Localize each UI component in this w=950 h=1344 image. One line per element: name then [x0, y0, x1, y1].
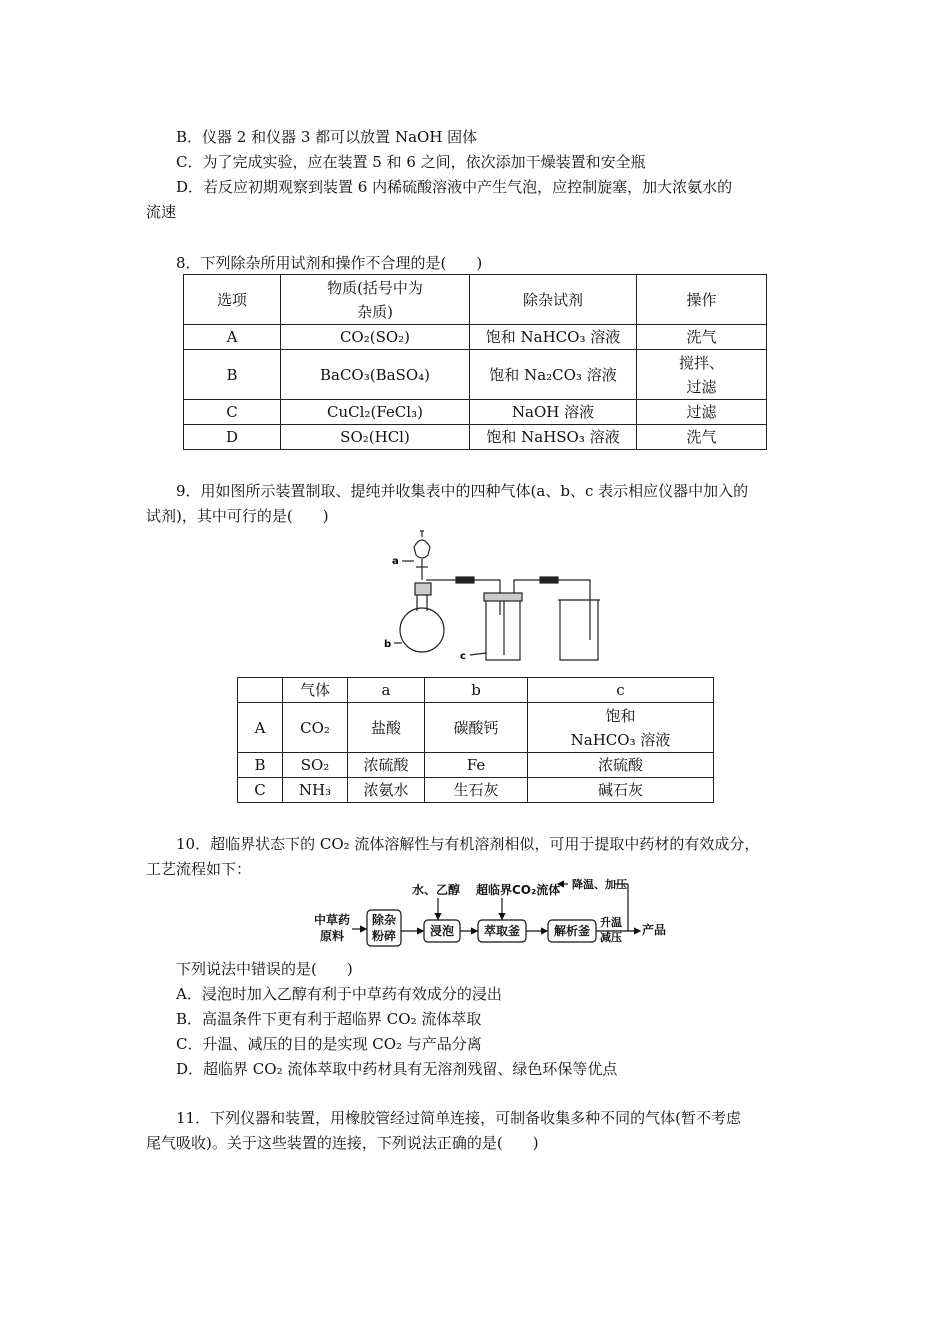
table-cell: 浓氨水 [348, 778, 425, 803]
table-row [184, 425, 767, 450]
header-cell [281, 275, 470, 325]
table-cell: CO₂ [283, 703, 348, 753]
flow-box2: 浸泡 [430, 924, 455, 938]
header-cell: c [528, 678, 714, 703]
flow-raw-2: 原料 [320, 929, 345, 943]
process-flow-diagram [310, 876, 680, 952]
table-row [184, 400, 767, 425]
gas-apparatus-figure [380, 525, 620, 670]
header-cell: 选项 [184, 275, 281, 325]
cell-line: 饱和 [605, 706, 636, 725]
table-cell: CuCl₂(FeCl₃) [281, 400, 470, 425]
header-cell: b [425, 678, 528, 703]
cell-line: 过滤 [686, 377, 717, 396]
table-cell: NaOH 溶液 [470, 400, 637, 425]
q10-stem: 10．超临界状态下的 CO₂ 流体溶解性与有机溶剂相似，可用于提取中药材的有效成分， [176, 835, 760, 853]
q11-stem-cont: 尾气吸收)。关于这些装置的连接，下列说法正确的是( ) [146, 1134, 539, 1152]
flow-raw-1: 中草药 [314, 913, 351, 927]
table-cell: CO₂(SO₂) [281, 325, 470, 350]
cell-line: NaHCO₃ 溶液 [570, 730, 671, 749]
header-cell: 气体 [283, 678, 348, 703]
flow-top-co2: 超临界CO₂流体 [476, 883, 561, 897]
table-cell: Fe [425, 753, 528, 778]
cell-line: 搅拌、 [678, 353, 724, 372]
table-cell: 浓硫酸 [348, 753, 425, 778]
table-cell: A [184, 325, 281, 350]
table-cell: 碱石灰 [528, 778, 714, 803]
q10-ask: 下列说法中错误的是( ) [176, 960, 353, 978]
header-line: 杂质) [357, 302, 393, 321]
q7-option-d-cont: 流速 [146, 203, 177, 221]
table-cell: 饱和 NaHCO₃ 溶液 [470, 325, 637, 350]
label-b: b [384, 639, 392, 650]
table-cell: 生石灰 [425, 778, 528, 803]
label-a: a [392, 556, 399, 567]
table-row [238, 778, 714, 803]
table-cell: 饱和 NaHSO₃ 溶液 [470, 425, 637, 450]
table-cell [528, 703, 714, 753]
table-cell: SO₂(HCl) [281, 425, 470, 450]
flow-top-input: 水、乙醇 [412, 883, 461, 897]
table-cell: A [238, 703, 283, 753]
q10-option-a: A．浸泡时加入乙醇有利于中草药有效成分的浸出 [176, 985, 502, 1003]
table-cell: 浓硫酸 [528, 753, 714, 778]
table-row [184, 325, 767, 350]
table-cell: SO₂ [283, 753, 348, 778]
q7-option-b: B．仪器 2 和仪器 3 都可以放置 NaOH 固体 [176, 128, 478, 146]
table-cell: 碳酸钙 [425, 703, 528, 753]
q9-stem-cont: 试剂)，其中可行的是( ) [146, 507, 329, 525]
table-cell: D [184, 425, 281, 450]
q10-option-d: D．超临界 CO₂ 流体萃取中药材具有无溶剂残留、绿色环保等优点 [176, 1060, 618, 1078]
table-cell: 过滤 [637, 400, 767, 425]
header-cell: 除杂试剂 [470, 275, 637, 325]
q7-option-c: C．为了完成实验，应在装置 5 和 6 之间，依次添加干燥装置和安全瓶 [176, 153, 646, 171]
table-cell: B [238, 753, 283, 778]
table-row [238, 703, 714, 753]
table-cell: BaCO₃(BaSO₄) [281, 350, 470, 400]
table-cell: 洗气 [637, 325, 767, 350]
header-cell: a [348, 678, 425, 703]
q11-stem: 11．下列仪器和装置，用橡胶管经过简单连接，可制备收集多种不同的气体(暂不考虑 [176, 1109, 741, 1127]
flow-box1-b: 粉碎 [372, 929, 397, 943]
header-cell [238, 678, 283, 703]
q8-table [183, 274, 767, 450]
table-row [238, 678, 714, 703]
q7-option-d: D．若反应初期观察到装置 6 内稀硫酸溶液中产生气泡，应控制旋塞，加大浓氨水的 [176, 178, 733, 196]
q10-stem-cont: 工艺流程如下： [146, 860, 252, 878]
q10-option-c: C．升温、减压的目的是实现 CO₂ 与产品分离 [176, 1035, 482, 1053]
q8-stem: 8．下列除杂所用试剂和操作不合理的是( ) [176, 254, 483, 272]
label-c: c [460, 651, 466, 662]
header-line: 物质(括号中为 [327, 278, 423, 297]
table-row [184, 350, 767, 400]
flow-cond-2: 减压 [600, 931, 622, 944]
table-row [238, 753, 714, 778]
flow-product: 产品 [642, 923, 667, 937]
header-cell: 操作 [637, 275, 767, 325]
table-cell: 洗气 [637, 425, 767, 450]
table-row [184, 275, 767, 325]
table-cell [637, 350, 767, 400]
flow-box3: 萃取釜 [484, 924, 521, 938]
flow-cond-1: 升温 [600, 916, 622, 929]
table-cell: B [184, 350, 281, 400]
flow-box1-a: 除杂 [372, 913, 397, 927]
flow-recycle: 降温、加压 [572, 878, 627, 891]
q9-stem: 9．用如图所示装置制取、提纯并收集表中的四种气体(a、b、c 表示相应仪器中加入的 [176, 482, 749, 500]
table-cell: C [238, 778, 283, 803]
table-cell: 盐酸 [348, 703, 425, 753]
q9-table [237, 677, 714, 803]
table-cell: NH₃ [283, 778, 348, 803]
q10-option-b: B．高温条件下更有利于超临界 CO₂ 流体萃取 [176, 1010, 482, 1028]
table-cell: C [184, 400, 281, 425]
table-cell: 饱和 Na₂CO₃ 溶液 [470, 350, 637, 400]
flow-box4: 解析釜 [554, 924, 591, 938]
